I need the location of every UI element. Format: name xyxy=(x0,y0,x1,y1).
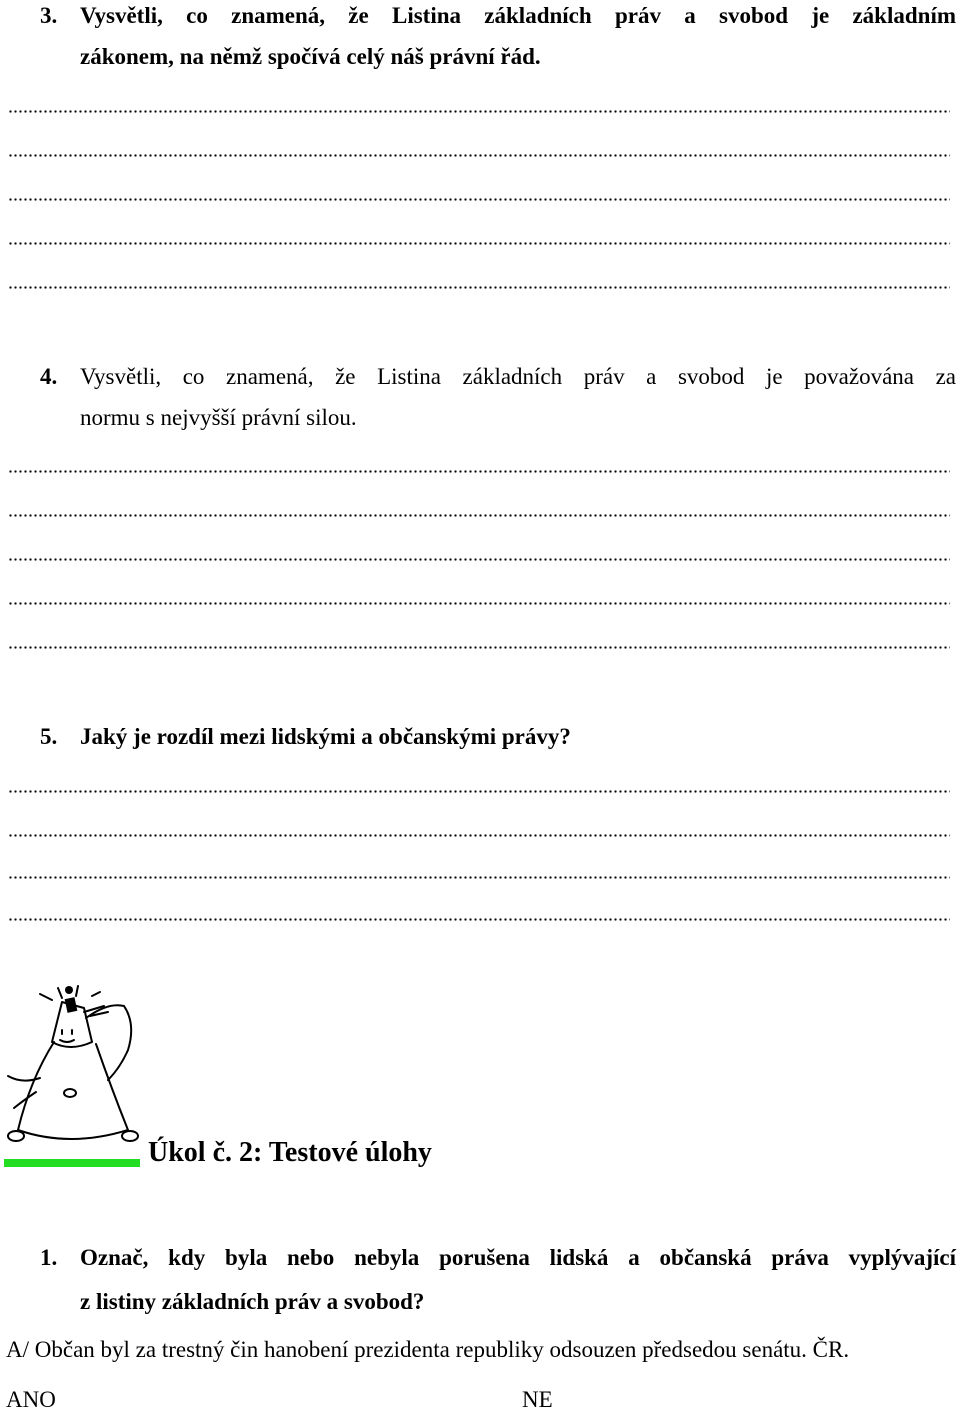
question-text-line: Označ, kdy byla nebo nebyla porušena lidská a občanská práva vyplývající xyxy=(80,1245,956,1270)
answer-line[interactable] xyxy=(8,514,950,517)
question-text-line: Vysvětli, co znamená, že Listina základních práv a svobod je základním xyxy=(80,3,956,28)
answer-line[interactable] xyxy=(8,198,950,201)
answer-line[interactable] xyxy=(8,242,950,245)
accent-bar xyxy=(4,1159,140,1167)
answer-line[interactable] xyxy=(8,154,950,157)
answer-line[interactable] xyxy=(8,470,950,473)
answer-line[interactable] xyxy=(8,918,950,921)
answer-line[interactable] xyxy=(8,602,950,605)
answer-line[interactable] xyxy=(8,790,950,793)
question-number: 3. xyxy=(40,3,58,28)
answer-line[interactable] xyxy=(8,646,950,649)
question-number: 4. xyxy=(40,364,58,389)
answer-line[interactable] xyxy=(8,558,950,561)
thinking-figure-icon xyxy=(0,980,150,1160)
answer-line[interactable] xyxy=(8,876,950,879)
question-text-line: z listiny základních práv a svobod? xyxy=(80,1289,425,1314)
question-number: 1. xyxy=(40,1245,58,1270)
option-yes[interactable]: ANO xyxy=(6,1387,56,1412)
answer-line[interactable] xyxy=(8,110,950,113)
question-text-line: Vysvětli, co znamená, že Listina základních práv a svobod je považována za xyxy=(80,364,956,389)
option-no[interactable]: NE xyxy=(522,1387,553,1412)
question-text-line: Jaký je rozdíl mezi lidskými a občanskými právy? xyxy=(80,724,571,749)
statement-a: A/ Občan byl za trestný čin hanobení prezidenta republiky odsouzen předsedou senátu. ČR. xyxy=(6,1337,850,1362)
answer-line[interactable] xyxy=(8,286,950,289)
question-text-line: normu s nejvyšší právní silou. xyxy=(80,405,357,430)
question-text-line: zákonem, na němž spočívá celý náš právní řád. xyxy=(80,44,541,69)
task-title: Úkol č. 2: Testové úlohy xyxy=(148,1137,432,1168)
question-number: 5. xyxy=(40,724,58,749)
answer-line[interactable] xyxy=(8,834,950,837)
